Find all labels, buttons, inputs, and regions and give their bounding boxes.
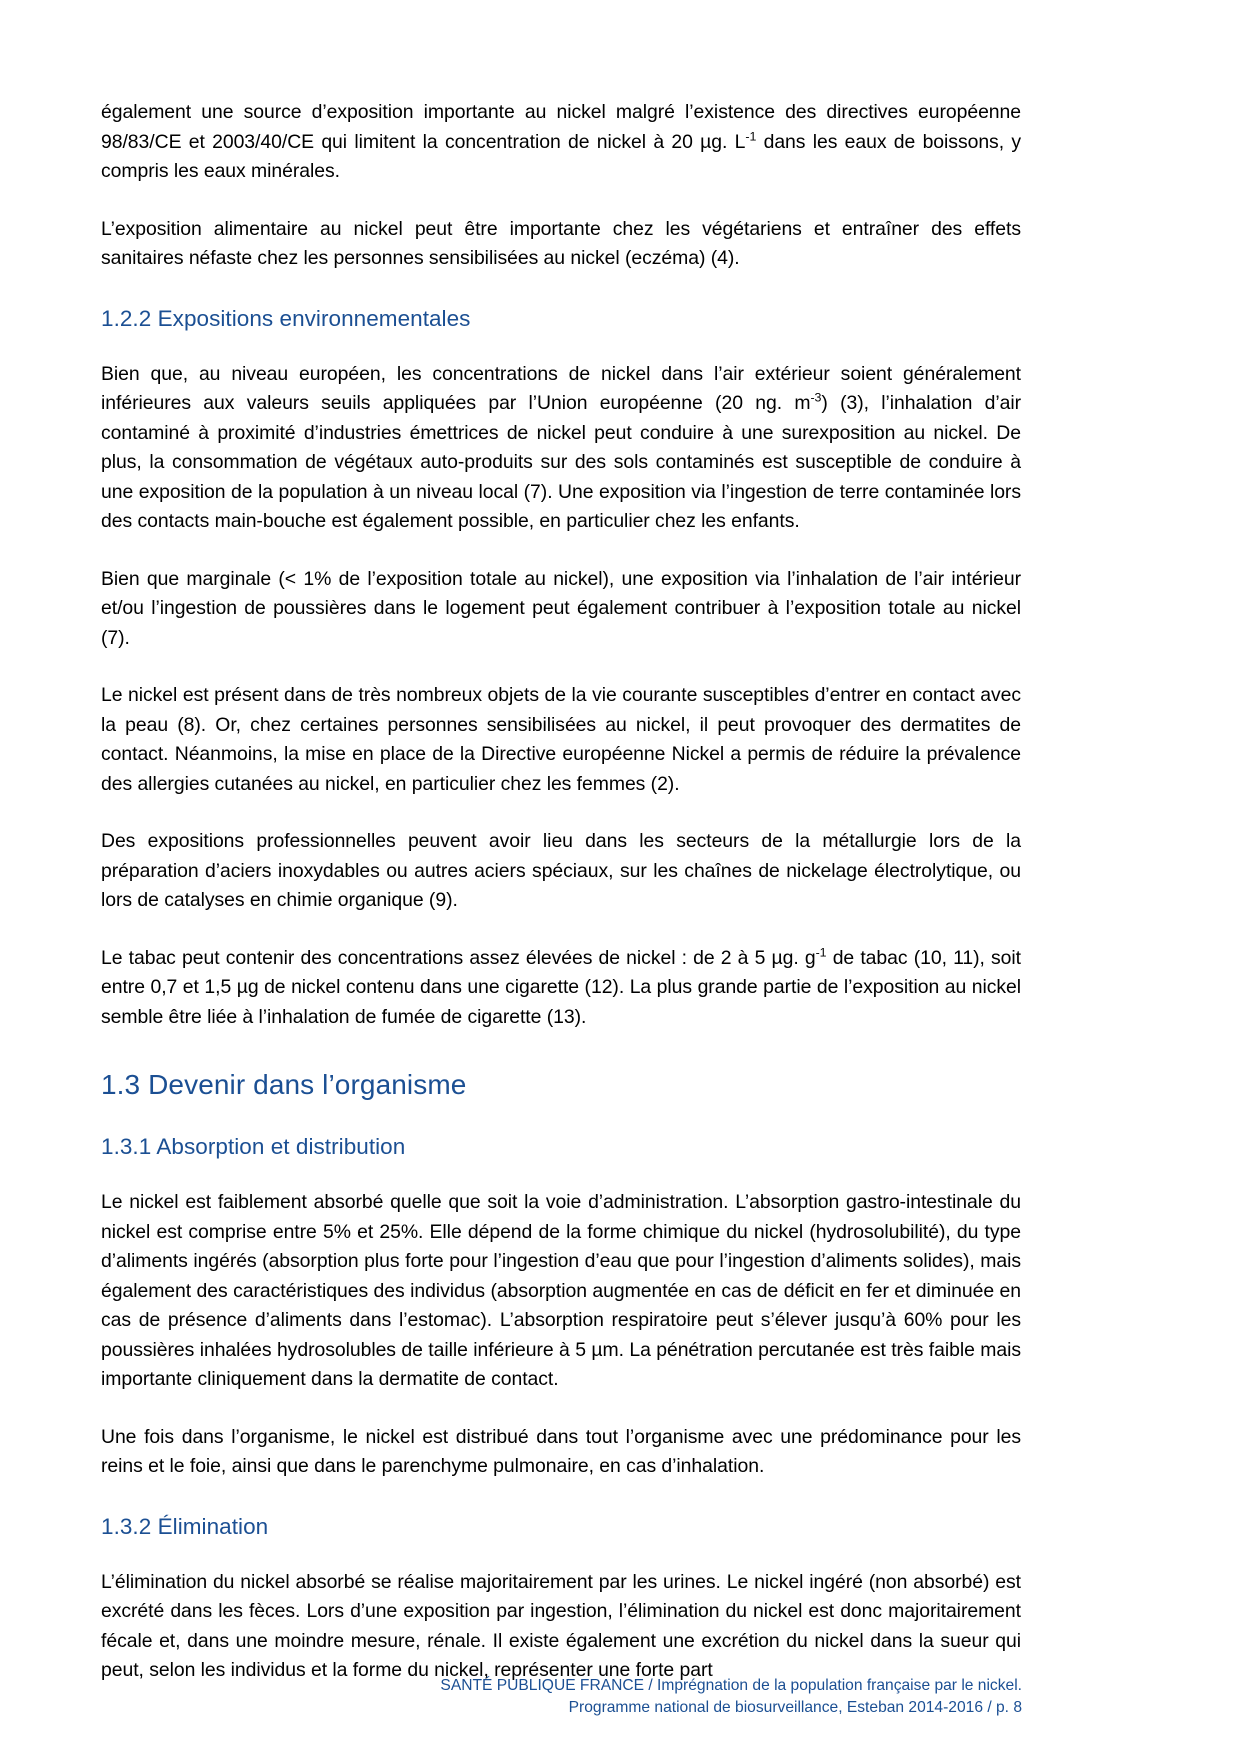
paragraph-distribution: Une fois dans l’organisme, le nickel est distribué dans tout l’organisme avec une prédominance pour les reins et le foie, ainsi que dans le parenchyme pulmonaire, en cas d’inhalation. xyxy=(101,1425,1021,1477)
paragraph-text-part: dans les eaux de boissons, y compris les eaux minérales. xyxy=(101,130,1021,182)
heading-1-3-2-elimination: 1.3.2 Élimination xyxy=(101,1513,269,1539)
paragraph-tabac xyxy=(101,944,1021,1033)
paragraph-continuation-exposition-eau xyxy=(101,98,1021,187)
footer-line-programme-page: Programme national de biosurveillance, Esteban 2014-2016 / p. 8 xyxy=(568,1699,1022,1716)
paragraph-exposition-alimentaire: L’exposition alimentaire au nickel peut être importante chez les végétariens et entraîner des effets sanitaires néfaste chez les personnes sensibilisées au nickel (eczéma) (4). xyxy=(101,217,1021,269)
superscript-exponent: -1 xyxy=(745,129,757,144)
paragraph-text-part: Bien que, au niveau européen, les concentrations de nickel dans l’air extérieur soient généralement inférieures aux valeurs seuils appliquées par l’Union européenne (20 ng. m xyxy=(101,362,1021,414)
heading-1-3-1-absorption-et-distribution: 1.3.1 Absorption et distribution xyxy=(101,1134,406,1159)
page-content xyxy=(101,98,1021,1686)
paragraph-text-part: de tabac (10, 11), soit entre 0,7 et 1,5 µg de nickel contenu dans une cigarette (12). La plus grande partie de l’exposition au nickel semble être liée à l’inhalation de fumée de cigarette (13). xyxy=(101,946,1021,1028)
paragraph-concentrations-air-exterieur xyxy=(101,360,1021,537)
page-footer xyxy=(0,1675,1241,1719)
paragraph-exposition-air-interieur: Bien que marginale (< 1% de l’exposition totale au nickel), une exposition via l’inhalation de l’air intérieur et/ou l’ingestion de poussières dans le logement peut également contribuer à l’exposition totale au nickel (7). xyxy=(101,567,1021,649)
paragraph-text-part: également une source d’exposition importante au nickel malgré l’existence des directives européenne 98/83/CE et 2003/40/CE qui limitent la concentration de nickel à 20 µg. L xyxy=(101,101,1021,153)
paragraph-contact-peau: Le nickel est présent dans de très nombreux objets de la vie courante susceptibles d’entrer en contact avec la peau (8). Or, chez certaines personnes sensibilisées au nickel, il peut provoquer des dermatites de contact. Néanmoins, la mise en place de la Directive européenne Nickel a permis de réduire la prévalence des allergies cutanées au nickel, en particulier chez les femmes (2). xyxy=(101,684,1021,795)
superscript-exponent: -3 xyxy=(810,390,822,405)
paragraph-text-part: ) (3), l’inhalation d’air contaminé à proximité d’industries émettrices de nickel peut conduire à une surexposition au nickel. De plus, la consommation de végétaux auto-produits sur des sols contaminés est susceptible de conduire à une exposition de la population à un niveau local (7). Une exposition via l’ingestion de terre contaminée lors des contacts main-bouche est également possible, en particulier chez les enfants. xyxy=(101,392,1021,532)
paragraph-elimination: L’élimination du nickel absorbé se réalise majoritairement par les urines. Le nickel ingéré (non absorbé) est excrété dans les fèces. Lors d’une exposition par ingestion, l’élimination du nickel est donc majoritairement fécale et, dans une moindre mesure, rénale. Il existe également une excrétion du nickel dans la sueur qui peut, selon les individus et la forme du nickel, représenter une forte part xyxy=(101,1570,1021,1681)
footer-line-organisation: SANTÉ PUBLIQUE FRANCE / Imprégnation de la population française par le nickel. xyxy=(440,1677,1022,1694)
paragraph-expositions-professionnelles: Des expositions professionnelles peuvent avoir lieu dans les secteurs de la métallurgie lors de la préparation d’aciers inoxydables ou autres aciers spéciaux, sur les chaînes de nickelage électrolytique, ou lors de catalyses en chimie organique (9). xyxy=(101,830,1021,911)
heading-1-2-2-expositions-environnementales: 1.2.2 Expositions environnementales xyxy=(101,305,471,331)
paragraph-text-part: Le tabac peut contenir des concentrations assez élevées de nickel : de 2 à 5 µg. g xyxy=(101,946,816,969)
heading-1-3-devenir-dans-organisme: 1.3 Devenir dans l’organisme xyxy=(101,1069,467,1100)
superscript-exponent: -1 xyxy=(815,945,827,960)
paragraph-absorption: Le nickel est faiblement absorbé quelle que soit la voie d’administration. L’absorption gastro-intestinale du nickel est comprise entre 5% et 25%. Elle dépend de la forme chimique du nickel (hydrosolubilité), du type d’aliments ingérés (absorption plus forte pour l’ingestion d’eau que pour l’ingestion d’aliments solides), mais également des caractéristiques des individus (absorption augmentée en cas de déficit en fer et diminuée en cas de présence d’aliments dans l’estomac). L’absorption respiratoire peut s’élever jusqu’à 60% pour les poussières inhalées hydrosolubles de taille inférieure à 5 µm. La pénétration percutanée est très faible mais importante cliniquement dans la dermatite de contact. xyxy=(101,1191,1021,1390)
